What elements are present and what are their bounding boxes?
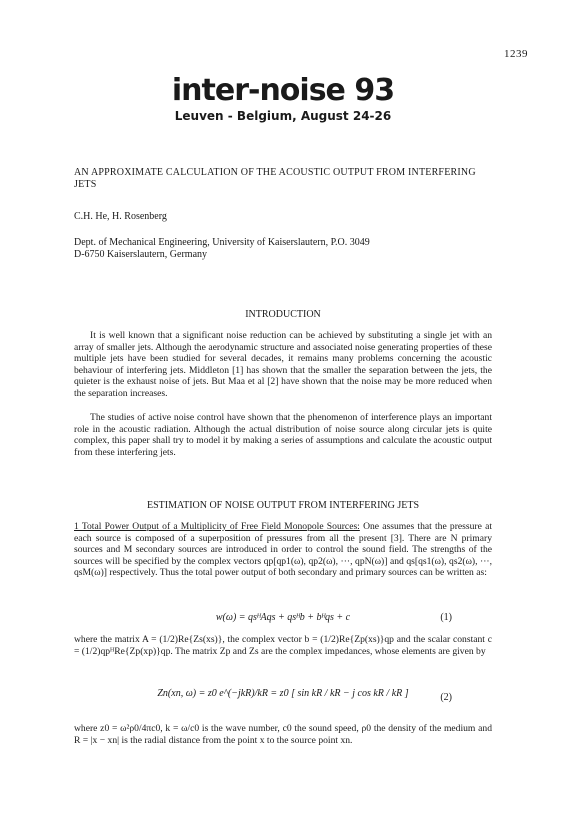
conference-logo: inter-noise 93 [171, 73, 395, 108]
estimation-paragraph-2: where the matrix A = (1/2)Re{Zs(xs)}, the complex vector b = (1/2)Re{Zp(xs)}qp and the scalar constant c = (1/2)qpᴴRe{Zp(xp)}qp. The matrix Zp and Zs are the complex impedances, whose elements are given by [74, 634, 492, 657]
page-number: 1239 [504, 48, 528, 60]
intro-paragraph-2: The studies of active noise control have shown that the phenomenon of interference plays an important role in the acoustic radiation. Although the actual distribution of noise source along circular jets is quite complex, this paper shall try to model it by making a series of assumptions and calculate the acoustic output from these interfering jets. [74, 412, 492, 458]
introduction-heading: INTRODUCTION [245, 309, 321, 320]
conference-masthead [0, 74, 566, 123]
equation-2-body: Zn(xn, ω) = z0 e^(−jkR)/kR = z0 [ sin kR / kR − j cos kR / kR ] [157, 688, 409, 699]
paper-affiliation [74, 237, 492, 261]
subsection-label: 1 Total Power Output of a Multiplicity of Free Field Monopole Sources: [74, 521, 360, 532]
estimation-paragraph-3: where z0 = ω²ρ0/4πc0, k = ω/c0 is the wave number, c0 the sound speed, ρ0 the density of the medium and R = |x − xn| is the radial distance from the point x to the source point xn. [74, 723, 492, 746]
intro-paragraph-1: It is well known that a significant noise reduction can be achieved by substituting a single jet with an array of smaller jets. Although the aerodynamic structure and associated noise generating properties of these multiple jets have been studied for several decades, it remains many problems concerning the acoustic behaviour of interfering jets. Middleton [1] has shown that the smaller the separation between the jets, the quieter is the exhaust noise of jets. But Maa et al [2] have shown that the noise may be more reduced when the separation increases. [74, 330, 492, 399]
equation-1 [74, 612, 492, 628]
paper-title: AN APPROXIMATE CALCULATION OF THE ACOUSTIC OUTPUT FROM INTERFERING JETS [74, 167, 476, 190]
paper-authors: C.H. He, H. Rosenberg [74, 211, 167, 222]
equation-1-number: (1) [440, 612, 452, 623]
estimation-text-1: One assumes that the pressure at each source is composed of a superposition of pressures from all the present [3]. There are N primary sources and M secondary sources are introduced in order to control the sound field. The strengths of the sources will be specified by the complex vectors qp[qp1(ω), qp2(ω), ···, qpN(ω)] and qs[qs1(ω), qs2(ω), ···, qsM(ω)] respectively. Thus the total power output of both secondary and primary sources can be written as: [74, 521, 492, 579]
estimation-heading: ESTIMATION OF NOISE OUTPUT FROM INTERFERING JETS [146, 500, 420, 511]
equation-1-body: w(ω) = qsᴴAqs + qsᴴb + bᴴqs + c [215, 612, 351, 623]
equation-2-number: (2) [440, 692, 452, 703]
conference-location: Leuven - Belgium, August 24-26 [174, 109, 392, 123]
equation-2 [74, 680, 492, 716]
estimation-paragraph-1 [74, 521, 492, 579]
affiliation-line-2: D-6750 Kaiserslautern, Germany [74, 249, 208, 260]
affiliation-line-1: Dept. of Mechanical Engineering, University of Kaiserslautern, P.O. 3049 [74, 237, 370, 248]
